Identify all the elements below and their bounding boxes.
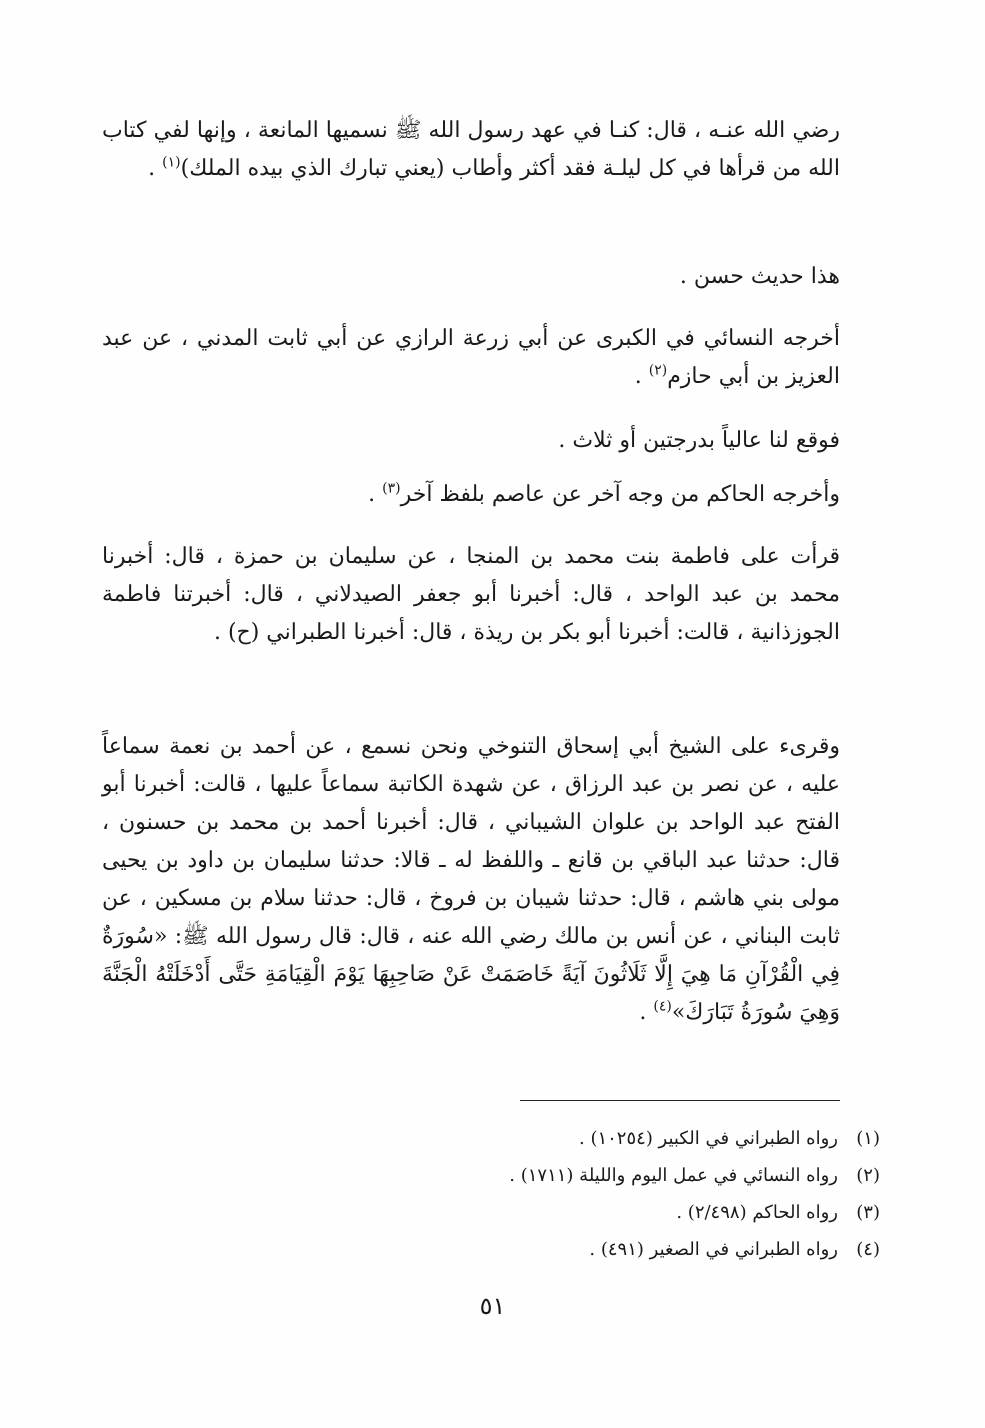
footnote-ref-1: (١) (162, 154, 181, 171)
paragraph-7 (102, 728, 840, 1032)
paragraph-7-end: . (639, 1000, 654, 1025)
footnote-4-text: رواه الطبراني في الصغير (٤٩١) . (589, 1239, 838, 1260)
paragraph-4 (102, 422, 840, 460)
footnote-3 (400, 1194, 880, 1231)
paragraph-3-text: أخرجه النسائي في الكبرى عن أبي زرعة الرازي عن أبي ثابت المدني ، عن عبد العزيز بن أبي حازم (102, 326, 840, 389)
footnote-ref-3: (٣) (382, 480, 401, 497)
footnote-ref-4: (٤) (653, 998, 672, 1015)
footnote-separator (520, 1100, 840, 1101)
paragraph-1-end: . (148, 156, 163, 181)
footnote-2 (400, 1157, 880, 1194)
footnote-3-text: رواه الحاكم (٢/٤٩٨) . (676, 1202, 838, 1223)
paragraph-5 (102, 476, 840, 514)
paragraph-7-text: وقرىء على الشيخ أبي إسحاق التنوخي ونحن نسمع ، عن أحمد بن نعمة سماعاً عليه ، عن نصر بن عبد الرزاق ، عن شهدة الكاتبة سماعاً عليها ، قالت: أخبرنا أبو الفتح عبد الواحد بن علوان الشيباني ، قال: أخبرنا أحمد بن محمد بن حسنون ، قال: حدثنا عبد الباقي بن قانع ـ واللفظ له ـ قالا: حدثنا سليمان بن داود بن يحيى مولى بني هاشم ، قال: حدثنا شيبان بن فروخ ، قال: حدثنا سلام بن مسكين ، عن ثابت البناني ، عن أنس بن مالك رضي الله عنه ، قال: قال رسول الله ﷺ: «سُورَةٌ فِي الْقُرْآنِ مَا هِيَ إِلَّا ثَلَاثُونَ آيَةً خَاصَمَتْ عَنْ صَاحِبِهَا يَوْمَ الْقِيَامَةِ حَتَّى أَدْخَلَتْهُ الْجَنَّةَ وَهِيَ سُورَةُ تَبَارَكَ» (102, 734, 840, 1025)
footnote-ref-2: (٢) (648, 362, 668, 379)
footnote-2-text: رواه النسائي في عمل اليوم والليلة (١٧١١) . (509, 1165, 838, 1186)
footnote-2-number: (٢) (856, 1165, 880, 1186)
paragraph-5-text: وأخرجه الحاكم من وجه آخر عن عاصم بلفظ آخر (400, 482, 840, 507)
paragraph-1-text: رضي الله عنـه ، قال: كنـا في عهد رسول الله ﷺ نسميها المانعة ، وإنها لفي كتاب الله من قرأها في كل ليلـة فقد أكثر وأطاب (يعني تبارك الذي بيده الملك) (102, 118, 840, 181)
paragraph-3 (102, 320, 840, 396)
paragraph-4-text: فوقع لنا عالياً بدرجتين أو ثلاث . (558, 428, 840, 453)
footnote-1 (400, 1120, 880, 1157)
paragraph-2 (102, 258, 840, 296)
footnote-1-text: رواه الطبراني في الكبير (١٠٢٥٤) . (579, 1128, 838, 1149)
paragraph-2-text: هذا حديث حسن . (679, 264, 840, 289)
footnote-4 (400, 1231, 880, 1268)
paragraph-6-text: قرأت على فاطمة بنت محمد بن المنجا ، عن سليمان بن حمزة ، قال: أخبرنا محمد بن عبد الواحد ، قال: أخبرنا أبو جعفر الصيدلاني ، قال: أخبرتنا فاطمة الجوزذانية ، قالت: أخبرنا أبو بكر بن ريذة ، قال: أخبرنا الطبراني (ح) . (102, 544, 840, 645)
paragraph-6 (102, 538, 840, 652)
footnote-3-number: (٣) (856, 1202, 880, 1223)
paragraph-1 (102, 112, 840, 188)
footnote-1-number: (١) (856, 1128, 880, 1149)
footnote-4-number: (٤) (856, 1239, 880, 1260)
footnotes (400, 1120, 880, 1268)
page-number: ٥١ (479, 1292, 506, 1320)
paragraph-3-end: . (634, 364, 649, 389)
paragraph-5-end: . (368, 482, 383, 507)
